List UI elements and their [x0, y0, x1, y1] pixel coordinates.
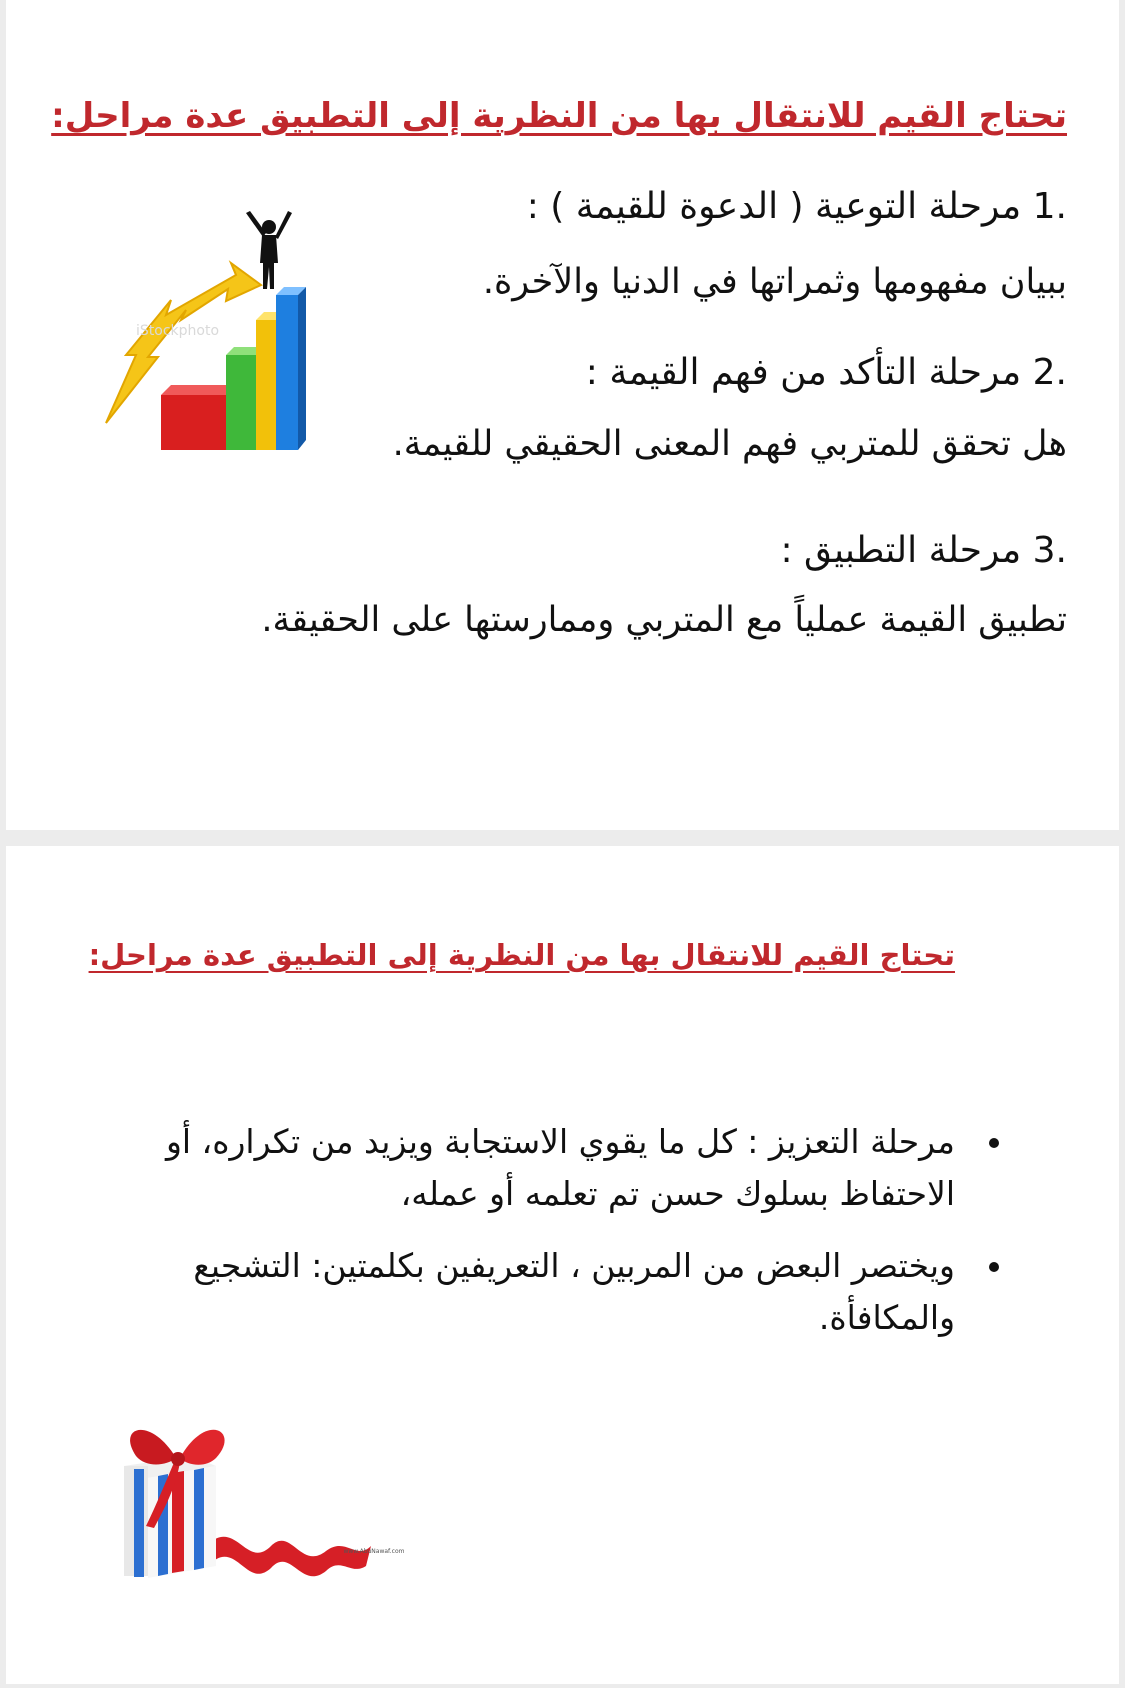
bullet-list	[69, 1116, 999, 1364]
stage-1-heading	[527, 186, 1067, 227]
stage-2-heading	[586, 352, 1067, 393]
bow-right-icon	[180, 1430, 225, 1465]
bullet-dot-icon	[989, 1138, 999, 1148]
bullet-dot-icon	[989, 1262, 999, 1272]
slide-1-title: تحتاج القيم للانتقال بها من النظرية إلى التطبيق عدة مراحل:	[51, 96, 1067, 136]
stage-1-heading-text: مرحلة التوعية ( الدعوة للقيمة ) :	[526, 186, 1022, 227]
stage-3-heading-text: مرحلة التطبيق :	[780, 530, 1022, 571]
gift-box-illustration	[96, 1396, 396, 1616]
list-item: ويختصر البعض من المربين ، التعريفين بكلمتين: التشجيع والمكافأة.	[69, 1240, 999, 1344]
list-item: مرحلة التعزيز : كل ما يقوي الاستجابة ويزيد من تكراره، أو الاحتفاظ بسلوك حسن تم تعلمه أو عمله،	[69, 1116, 999, 1220]
gift-image-watermark: www.AbuNawaf.com	[343, 1548, 405, 1555]
ribbon-tail-icon	[206, 1537, 371, 1576]
bar-blue	[276, 287, 306, 450]
growth-chart-illustration	[86, 205, 326, 460]
image-watermark: iStockphoto	[136, 323, 220, 339]
stage-1-body: ببيان مفهومها وثمراتها في الدنيا والآخرة.	[482, 262, 1067, 302]
stage-3-heading	[780, 530, 1067, 571]
bow-left-icon	[130, 1430, 176, 1465]
stage-1-number: 1.	[1032, 186, 1067, 227]
slide-2	[6, 846, 1119, 1684]
stage-3-number: 3.	[1032, 530, 1067, 571]
stage-2-body: هل تحقق للمتربي فهم المعنى الحقيقي للقيمة.	[392, 424, 1067, 464]
stage-3-body: تطبيق القيمة عملياً مع المتربي وممارستها على الحقيقة.	[261, 600, 1067, 640]
slide-1	[6, 0, 1119, 830]
slide-2-title: تحتاج القيم للانتقال بها من النظرية إلى التطبيق عدة مراحل:	[88, 938, 955, 972]
bar-red	[161, 385, 236, 450]
stage-2-number: 2.	[1032, 352, 1067, 393]
stage-2-heading-text: مرحلة التأكد من فهم القيمة :	[585, 352, 1022, 393]
person-silhouette-icon	[246, 211, 292, 289]
